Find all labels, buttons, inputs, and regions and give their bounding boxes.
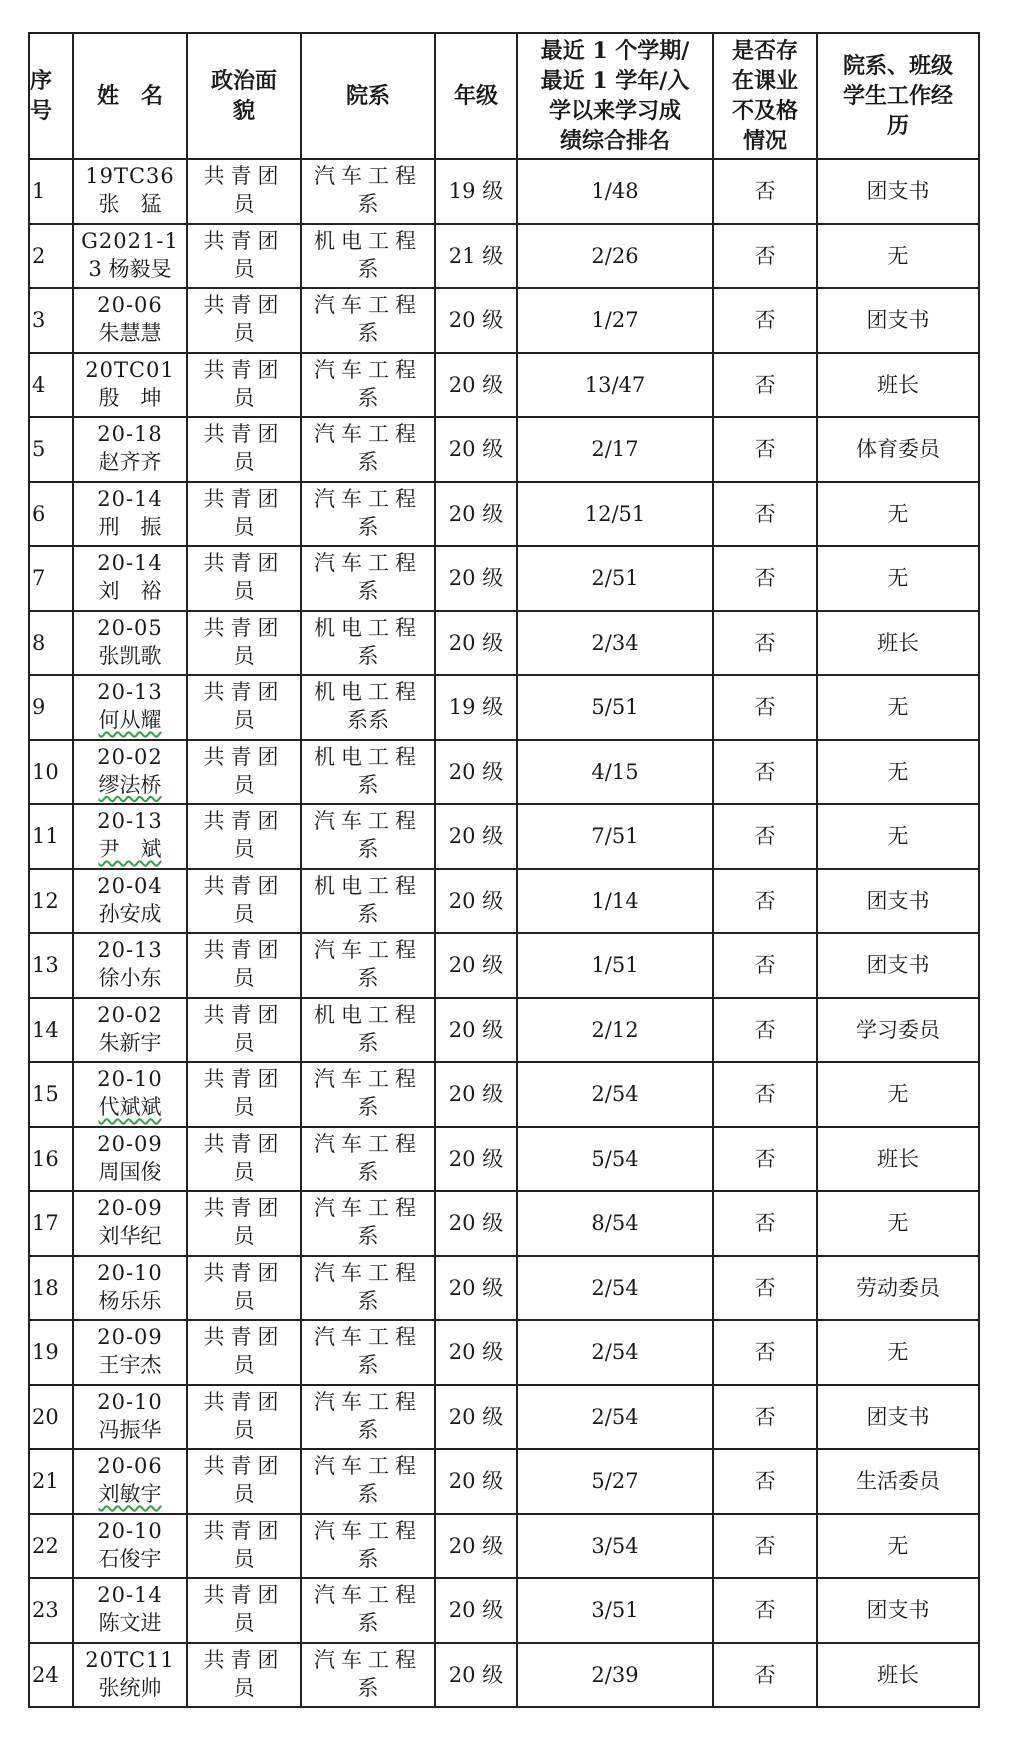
cell-index: 14 xyxy=(29,998,73,1063)
cell-department: 汽车工程 系 xyxy=(301,417,435,482)
cell-index: 5 xyxy=(29,417,73,482)
class-code: 20-13 xyxy=(97,809,163,833)
cell-index: 1 xyxy=(29,159,73,224)
cell-grade: 20 级 xyxy=(435,1643,517,1708)
cell-failed: 否 xyxy=(713,1643,817,1708)
cell-experience: 无 xyxy=(817,804,979,869)
cell-name xyxy=(73,1449,187,1514)
cell-failed: 否 xyxy=(713,869,817,934)
cell-name xyxy=(73,353,187,418)
cell-index: 20 xyxy=(29,1385,73,1450)
cell-failed: 否 xyxy=(713,1578,817,1643)
cell-political: 共青团 员 xyxy=(187,1127,301,1192)
table-row xyxy=(29,675,979,740)
cell-ranking: 1/48 xyxy=(517,159,713,224)
cell-failed: 否 xyxy=(713,1514,817,1579)
table-row xyxy=(29,933,979,998)
cell-ranking: 7/51 xyxy=(517,804,713,869)
cell-name xyxy=(73,224,187,289)
cell-index: 4 xyxy=(29,353,73,418)
cell-ranking: 2/54 xyxy=(517,1385,713,1450)
cell-failed: 否 xyxy=(713,288,817,353)
cell-department: 汽车工程 系 xyxy=(301,1191,435,1256)
cell-grade: 20 级 xyxy=(435,1127,517,1192)
table-row xyxy=(29,1320,979,1385)
cell-failed: 否 xyxy=(713,1256,817,1321)
cell-department: 汽车工程 系 xyxy=(301,1514,435,1579)
cell-failed: 否 xyxy=(713,1127,817,1192)
cell-department: 机电工程 系 xyxy=(301,998,435,1063)
cell-experience: 学习委员 xyxy=(817,998,979,1063)
cell-department: 汽车工程 系 xyxy=(301,482,435,547)
cell-experience: 劳动委员 xyxy=(817,1256,979,1321)
cell-failed: 否 xyxy=(713,1191,817,1256)
cell-failed: 否 xyxy=(713,482,817,547)
cell-grade: 21 级 xyxy=(435,224,517,289)
cell-name xyxy=(73,288,187,353)
cell-failed: 否 xyxy=(713,611,817,676)
header-name: 姓 名 xyxy=(73,33,187,159)
student-name: 徐小东 xyxy=(98,966,162,990)
header-grade: 年级 xyxy=(435,33,517,159)
cell-department: 机电工程 系 xyxy=(301,611,435,676)
cell-failed: 否 xyxy=(713,159,817,224)
cell-name xyxy=(73,1256,187,1321)
student-name: 张统帅 xyxy=(98,1675,162,1700)
student-name: 何从耀 xyxy=(98,708,162,732)
cell-failed: 否 xyxy=(713,417,817,482)
cell-department: 汽车工程 系 xyxy=(301,546,435,611)
cell-department: 机电工程 系 xyxy=(301,224,435,289)
cell-failed: 否 xyxy=(713,1320,817,1385)
cell-experience: 生活委员 xyxy=(817,1449,979,1514)
cell-department: 机电工程 系系 xyxy=(301,675,435,740)
class-code: 20TC01 xyxy=(85,357,175,382)
cell-department: 汽车工程 系 xyxy=(301,1578,435,1643)
cell-grade: 20 级 xyxy=(435,869,517,934)
cell-name xyxy=(73,869,187,934)
cell-name xyxy=(73,1578,187,1643)
cell-name xyxy=(73,740,187,805)
table-row xyxy=(29,1385,979,1450)
cell-political: 共青团 员 xyxy=(187,1191,301,1256)
cell-name xyxy=(73,933,187,998)
cell-grade: 20 级 xyxy=(435,1256,517,1321)
cell-grade: 20 级 xyxy=(435,482,517,547)
cell-grade: 20 级 xyxy=(435,740,517,805)
cell-ranking: 1/14 xyxy=(517,869,713,934)
cell-political: 共青团 员 xyxy=(187,740,301,805)
table-row xyxy=(29,1514,979,1579)
cell-index: 3 xyxy=(29,288,73,353)
cell-name xyxy=(73,159,187,224)
cell-ranking: 5/51 xyxy=(517,675,713,740)
header-experience: 院系、班级 学生工作经 历 xyxy=(817,33,979,159)
class-code: 20-06 xyxy=(97,293,163,317)
student-name: 石俊宇 xyxy=(98,1546,162,1571)
cell-grade: 20 级 xyxy=(435,804,517,869)
table-row xyxy=(29,1449,979,1514)
table-row xyxy=(29,1578,979,1643)
table-row xyxy=(29,288,979,353)
cell-department: 机电工程 系 xyxy=(301,869,435,934)
cell-name xyxy=(73,1643,187,1708)
cell-grade: 19 级 xyxy=(435,159,517,224)
cell-ranking: 2/54 xyxy=(517,1062,713,1127)
student-name: 孙安成 xyxy=(98,901,162,926)
cell-failed: 否 xyxy=(713,804,817,869)
cell-political: 共青团 员 xyxy=(187,1320,301,1385)
cell-index: 9 xyxy=(29,675,73,740)
cell-ranking: 2/34 xyxy=(517,611,713,676)
cell-grade: 20 级 xyxy=(435,1449,517,1514)
table-row xyxy=(29,611,979,676)
cell-name xyxy=(73,1385,187,1450)
student-name: 陈文进 xyxy=(98,1611,162,1635)
cell-name xyxy=(73,1127,187,1192)
cell-political: 共青团 员 xyxy=(187,933,301,998)
cell-name xyxy=(73,546,187,611)
cell-failed: 否 xyxy=(713,933,817,998)
table-row xyxy=(29,224,979,289)
student-table xyxy=(28,32,980,1708)
cell-political: 共青团 员 xyxy=(187,288,301,353)
student-table-container xyxy=(28,32,980,1708)
cell-ranking: 1/51 xyxy=(517,933,713,998)
cell-experience: 班长 xyxy=(817,1127,979,1192)
cell-experience: 团支书 xyxy=(817,933,979,998)
cell-ranking: 2/39 xyxy=(517,1643,713,1708)
class-code: 20-09 xyxy=(97,1196,163,1220)
cell-experience: 团支书 xyxy=(817,869,979,934)
class-code: G2021-1 xyxy=(81,228,179,253)
table-row xyxy=(29,546,979,611)
cell-failed: 否 xyxy=(713,353,817,418)
cell-name xyxy=(73,1514,187,1579)
table-row xyxy=(29,159,979,224)
student-name: 赵齐齐 xyxy=(98,450,162,474)
cell-index: 2 xyxy=(29,224,73,289)
cell-index: 19 xyxy=(29,1320,73,1385)
header-department: 院系 xyxy=(301,33,435,159)
student-name: 缪法桥 xyxy=(98,772,162,797)
class-code: 20-13 xyxy=(97,680,163,704)
cell-political: 共青团 员 xyxy=(187,224,301,289)
student-name: 周国俊 xyxy=(98,1159,162,1184)
class-code: 20-04 xyxy=(97,873,163,898)
header-ranking: 最近 1 个学期/ 最近 1 学年/入 学以来学习成 绩综合排名 xyxy=(517,33,713,159)
cell-ranking: 8/54 xyxy=(517,1191,713,1256)
class-code: 20-10 xyxy=(97,1260,163,1285)
cell-name xyxy=(73,804,187,869)
cell-grade: 20 级 xyxy=(435,998,517,1063)
cell-political: 共青团 员 xyxy=(187,1256,301,1321)
cell-ranking: 4/15 xyxy=(517,740,713,805)
cell-index: 15 xyxy=(29,1062,73,1127)
cell-political: 共青团 员 xyxy=(187,804,301,869)
student-name: 刘 裕 xyxy=(98,579,162,603)
table-row xyxy=(29,1643,979,1708)
cell-ranking: 2/51 xyxy=(517,546,713,611)
cell-grade: 19 级 xyxy=(435,675,517,740)
cell-political: 共青团 员 xyxy=(187,869,301,934)
cell-experience: 无 xyxy=(817,224,979,289)
cell-department: 汽车工程 系 xyxy=(301,1256,435,1321)
cell-department: 汽车工程 系 xyxy=(301,353,435,418)
cell-grade: 20 级 xyxy=(435,611,517,676)
cell-failed: 否 xyxy=(713,1062,817,1127)
cell-experience: 无 xyxy=(817,1320,979,1385)
cell-index: 21 xyxy=(29,1449,73,1514)
cell-ranking: 2/12 xyxy=(517,998,713,1063)
cell-failed: 否 xyxy=(713,1449,817,1514)
cell-grade: 20 级 xyxy=(435,1514,517,1579)
class-code: 20-18 xyxy=(97,422,163,446)
cell-grade: 20 级 xyxy=(435,546,517,611)
cell-index: 6 xyxy=(29,482,73,547)
cell-political: 共青团 员 xyxy=(187,1062,301,1127)
class-code: 20-14 xyxy=(97,1583,163,1607)
cell-political: 共青团 员 xyxy=(187,1514,301,1579)
cell-index: 17 xyxy=(29,1191,73,1256)
cell-department: 汽车工程 系 xyxy=(301,1127,435,1192)
cell-name xyxy=(73,1320,187,1385)
cell-political: 共青团 员 xyxy=(187,417,301,482)
cell-political: 共青团 员 xyxy=(187,353,301,418)
cell-department: 汽车工程 系 xyxy=(301,1449,435,1514)
class-code: 20-05 xyxy=(97,615,163,640)
table-body xyxy=(29,159,979,1707)
header-political: 政治面 貌 xyxy=(187,33,301,159)
cell-experience: 无 xyxy=(817,546,979,611)
cell-experience: 团支书 xyxy=(817,288,979,353)
cell-index: 16 xyxy=(29,1127,73,1192)
cell-grade: 20 级 xyxy=(435,933,517,998)
cell-failed: 否 xyxy=(713,675,817,740)
header-index: 序 号 xyxy=(29,33,73,159)
cell-index: 10 xyxy=(29,740,73,805)
student-name: 刑 振 xyxy=(98,514,162,539)
cell-political: 共青团 员 xyxy=(187,546,301,611)
cell-index: 12 xyxy=(29,869,73,934)
class-code: 20-10 xyxy=(97,1518,163,1543)
cell-department: 汽车工程 系 xyxy=(301,804,435,869)
cell-index: 8 xyxy=(29,611,73,676)
table-row xyxy=(29,998,979,1063)
cell-experience: 班长 xyxy=(817,611,979,676)
cell-grade: 20 级 xyxy=(435,288,517,353)
cell-department: 汽车工程 系 xyxy=(301,1062,435,1127)
cell-name xyxy=(73,417,187,482)
class-code: 20-02 xyxy=(97,1002,163,1027)
cell-ranking: 2/17 xyxy=(517,417,713,482)
cell-ranking: 3/51 xyxy=(517,1578,713,1643)
cell-experience: 班长 xyxy=(817,1643,979,1708)
table-row xyxy=(29,1127,979,1192)
class-code: 20-02 xyxy=(97,744,163,769)
cell-department: 汽车工程 系 xyxy=(301,1385,435,1450)
table-row xyxy=(29,804,979,869)
cell-political: 共青团 员 xyxy=(187,1449,301,1514)
cell-grade: 20 级 xyxy=(435,1062,517,1127)
header-failed: 是否存 在课业 不及格 情况 xyxy=(713,33,817,159)
cell-failed: 否 xyxy=(713,740,817,805)
cell-ranking: 5/27 xyxy=(517,1449,713,1514)
cell-grade: 20 级 xyxy=(435,1578,517,1643)
student-name: 张 猛 xyxy=(98,192,162,216)
cell-ranking: 2/26 xyxy=(517,224,713,289)
cell-name xyxy=(73,1191,187,1256)
cell-ranking: 13/47 xyxy=(517,353,713,418)
cell-grade: 20 级 xyxy=(435,1191,517,1256)
student-name: 刘敏宇 xyxy=(98,1482,162,1506)
cell-ranking: 2/54 xyxy=(517,1320,713,1385)
cell-failed: 否 xyxy=(713,546,817,611)
cell-political: 共青团 员 xyxy=(187,675,301,740)
table-row xyxy=(29,482,979,547)
student-name: 3 杨毅旻 xyxy=(88,256,172,281)
class-code: 19TC36 xyxy=(85,164,175,188)
student-name: 张凯歌 xyxy=(98,643,162,668)
cell-political: 共青团 员 xyxy=(187,1385,301,1450)
cell-ranking: 3/54 xyxy=(517,1514,713,1579)
cell-experience: 班长 xyxy=(817,353,979,418)
cell-index: 18 xyxy=(29,1256,73,1321)
cell-ranking: 5/54 xyxy=(517,1127,713,1192)
cell-failed: 否 xyxy=(713,998,817,1063)
cell-index: 22 xyxy=(29,1514,73,1579)
cell-experience: 团支书 xyxy=(817,1578,979,1643)
cell-department: 机电工程 系 xyxy=(301,740,435,805)
cell-department: 汽车工程 系 xyxy=(301,1643,435,1708)
class-code: 20-09 xyxy=(97,1325,163,1349)
cell-experience: 无 xyxy=(817,675,979,740)
cell-political: 共青团 员 xyxy=(187,159,301,224)
cell-department: 汽车工程 系 xyxy=(301,933,435,998)
class-code: 20TC11 xyxy=(85,1647,175,1672)
table-row xyxy=(29,869,979,934)
student-name: 王宇杰 xyxy=(98,1353,162,1377)
table-row xyxy=(29,353,979,418)
cell-name xyxy=(73,1062,187,1127)
class-code: 20-10 xyxy=(97,1389,163,1414)
cell-experience: 无 xyxy=(817,482,979,547)
cell-name xyxy=(73,611,187,676)
student-name: 杨乐乐 xyxy=(98,1288,162,1313)
table-row xyxy=(29,1062,979,1127)
student-name: 尹 斌 xyxy=(98,837,162,861)
cell-ranking: 1/27 xyxy=(517,288,713,353)
cell-political: 共青团 员 xyxy=(187,482,301,547)
cell-failed: 否 xyxy=(713,224,817,289)
table-row xyxy=(29,417,979,482)
cell-experience: 无 xyxy=(817,740,979,805)
cell-experience: 体育委员 xyxy=(817,417,979,482)
class-code: 20-14 xyxy=(97,486,163,511)
cell-index: 13 xyxy=(29,933,73,998)
class-code: 20-06 xyxy=(97,1454,163,1478)
student-name: 朱新宇 xyxy=(98,1030,162,1055)
cell-department: 汽车工程 系 xyxy=(301,1320,435,1385)
cell-grade: 20 级 xyxy=(435,1320,517,1385)
cell-ranking: 2/54 xyxy=(517,1256,713,1321)
cell-political: 共青团 员 xyxy=(187,998,301,1063)
class-code: 20-09 xyxy=(97,1131,163,1156)
cell-ranking: 12/51 xyxy=(517,482,713,547)
cell-failed: 否 xyxy=(713,1385,817,1450)
cell-grade: 20 级 xyxy=(435,1385,517,1450)
student-name: 刘华纪 xyxy=(98,1224,162,1248)
cell-grade: 20 级 xyxy=(435,353,517,418)
class-code: 20-14 xyxy=(97,551,163,575)
student-name: 代斌斌 xyxy=(98,1095,162,1119)
cell-name xyxy=(73,998,187,1063)
cell-political: 共青团 员 xyxy=(187,611,301,676)
cell-department: 汽车工程 系 xyxy=(301,288,435,353)
cell-political: 共青团 员 xyxy=(187,1578,301,1643)
header-row xyxy=(29,33,979,159)
cell-experience: 无 xyxy=(817,1062,979,1127)
cell-department: 汽车工程 系 xyxy=(301,159,435,224)
student-name: 殷 坤 xyxy=(98,385,162,410)
class-code: 20-10 xyxy=(97,1067,163,1091)
cell-name xyxy=(73,482,187,547)
cell-experience: 无 xyxy=(817,1514,979,1579)
cell-index: 11 xyxy=(29,804,73,869)
cell-experience: 团支书 xyxy=(817,1385,979,1450)
table-row xyxy=(29,1191,979,1256)
cell-experience: 无 xyxy=(817,1191,979,1256)
cell-index: 7 xyxy=(29,546,73,611)
cell-index: 23 xyxy=(29,1578,73,1643)
cell-political: 共青团 员 xyxy=(187,1643,301,1708)
cell-index: 24 xyxy=(29,1643,73,1708)
cell-grade: 20 级 xyxy=(435,417,517,482)
cell-experience: 团支书 xyxy=(817,159,979,224)
class-code: 20-13 xyxy=(97,938,163,962)
student-name: 朱慧慧 xyxy=(98,321,162,345)
table-row xyxy=(29,1256,979,1321)
table-row xyxy=(29,740,979,805)
student-name: 冯振华 xyxy=(98,1417,162,1442)
cell-name xyxy=(73,675,187,740)
